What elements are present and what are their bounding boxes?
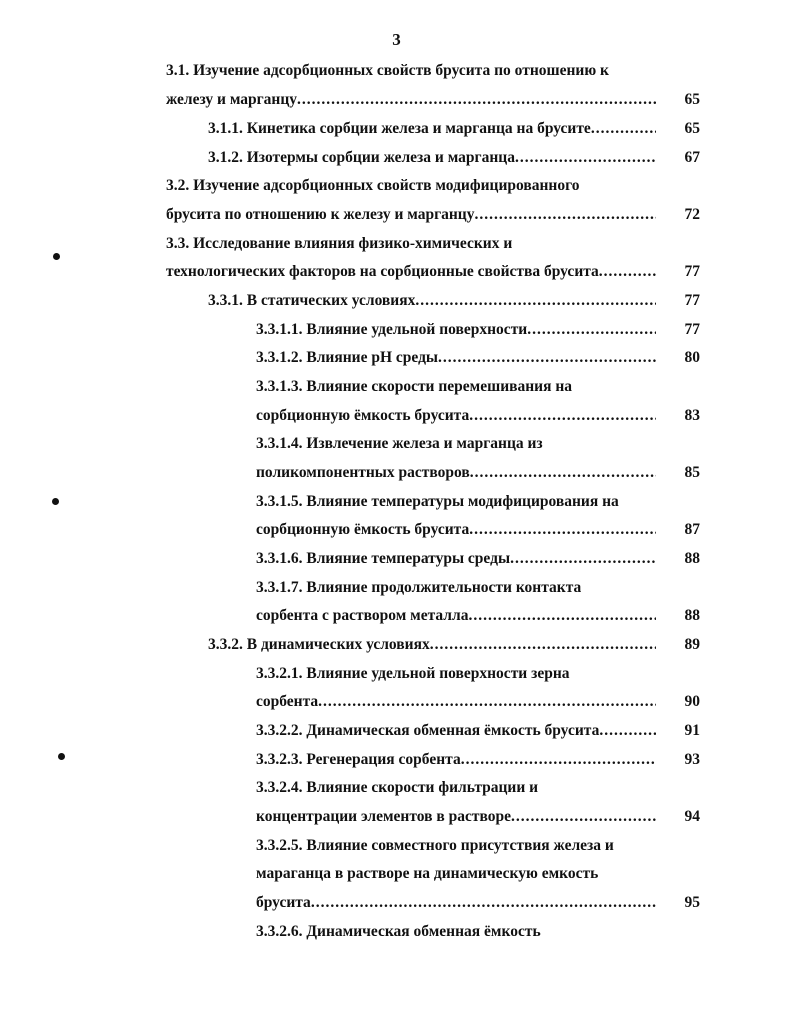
toc-page-number: 91 <box>684 722 700 739</box>
toc-entry-title: сорбционную ёмкость брусита <box>256 521 470 538</box>
toc-entry-3-3-1-2 <box>256 344 656 372</box>
toc-entry-title: брусита <box>256 894 311 911</box>
toc-entry-3-3-2-5-line1: 3.3.2.5. Влияние совместного присутствия железа и <box>256 837 614 854</box>
toc-entry-3-3-1-6 <box>256 545 656 573</box>
leader-dots <box>461 746 656 774</box>
toc-entry-title: 3.3.1.1. Влияние удельной поверхности <box>256 321 528 338</box>
toc-entry-title: 3.3.2. В динамических условиях <box>208 636 430 653</box>
toc-entry-title: 3.3.1.2. Влияние pH среды <box>256 349 439 366</box>
toc-entry-3-3-2 <box>208 631 656 659</box>
toc-entry-title: 3.3.2.3. Регенерация сорбента <box>256 751 461 768</box>
toc-page-number: 94 <box>684 808 700 825</box>
leader-dots <box>318 688 656 716</box>
toc-page-number: 83 <box>684 407 700 424</box>
toc-entry-3-3 <box>166 258 656 286</box>
leader-dots <box>515 144 656 172</box>
toc-entry-3-3-1-7 <box>256 602 656 630</box>
toc-entry-3-3-1-3 <box>256 402 656 430</box>
toc-entry-3-3-1-4 <box>256 459 656 487</box>
toc-entry-3-3-line1: 3.3. Исследование влияния физико-химических и <box>166 235 513 252</box>
punch-hole-mark <box>52 498 59 505</box>
toc-entry-title: 3.3.1. В статических условиях <box>208 292 416 309</box>
leader-dots <box>415 287 656 315</box>
toc-entry-3-1-1 <box>208 115 656 143</box>
page-number: 3 <box>392 30 401 49</box>
toc-entry-3-3-1-1 <box>256 316 656 344</box>
toc-entry-3-1 <box>166 86 656 114</box>
punch-hole-mark <box>53 253 60 260</box>
toc-entry-3-1-2 <box>208 144 656 172</box>
toc-page-number: 89 <box>684 636 700 653</box>
toc-page-number: 77 <box>684 263 700 280</box>
toc-entry-3-2 <box>166 201 656 229</box>
leader-dots <box>527 316 656 344</box>
toc-entry-3-2-line1: 3.2. Изучение адсорбционных свойств модифицированного <box>166 177 580 194</box>
leader-dots <box>311 889 656 917</box>
toc-entry-3-3-2-3 <box>256 746 656 774</box>
toc-entry-3-3-2-4 <box>256 803 656 831</box>
leader-dots <box>599 717 656 745</box>
leader-dots <box>511 803 656 831</box>
toc-entry-3-3-1-5 <box>256 516 656 544</box>
punch-hole-mark <box>58 753 65 760</box>
leader-dots <box>474 201 656 229</box>
toc-entry-3-3-1 <box>208 287 656 315</box>
toc-entry-3-3-2-1-line1: 3.3.2.1. Влияние удельной поверхности зерна <box>256 665 570 682</box>
toc-entry-3-3-2-4-line1: 3.3.2.4. Влияние скорости фильтрации и <box>256 779 539 796</box>
toc-page-number: 95 <box>684 894 700 911</box>
toc-page-number: 93 <box>684 751 700 768</box>
toc-page-number: 77 <box>684 321 700 338</box>
toc-entry-3-3-2-6-line1: 3.3.2.6. Динамическая обменная ёмкость <box>256 923 541 940</box>
toc-entry-title: 3.3.1.6. Влияние температуры среды <box>256 550 511 567</box>
toc-page-number: 77 <box>684 292 700 309</box>
leader-dots <box>469 516 656 544</box>
toc-entry-title: концентрации элементов в растворе <box>256 808 511 825</box>
toc-entry-3-1-line1: 3.1. Изучение адсорбционных свойств брусита по отношению к <box>166 62 609 79</box>
toc-entry-title: сорбционную ёмкость брусита <box>256 407 470 424</box>
toc-entry-3-3-1-5-line1: 3.3.1.5. Влияние температуры модифицирования на <box>256 493 619 510</box>
toc-entry-3-3-2-2 <box>256 717 656 745</box>
toc-page-number: 65 <box>684 91 700 108</box>
leader-dots <box>470 459 656 487</box>
toc-entry-3-3-2-5 <box>256 889 656 917</box>
toc-page-number: 67 <box>684 149 700 166</box>
toc-page-number: 72 <box>684 206 700 223</box>
leader-dots <box>599 258 656 286</box>
leader-dots <box>469 402 656 430</box>
toc-page-number: 65 <box>684 120 700 137</box>
toc-entry-title: железу и марганцу <box>166 91 298 108</box>
leader-dots <box>468 602 656 630</box>
toc-entry-title: поликомпонентных растворов <box>256 464 470 481</box>
toc-page-number: 88 <box>684 607 700 624</box>
leader-dots <box>510 545 656 573</box>
leader-dots <box>297 86 656 114</box>
toc-entry-title: технологических факторов на сорбционные свойства брусита <box>166 263 599 280</box>
toc-page-number: 87 <box>684 521 700 538</box>
toc-page-number: 80 <box>684 349 700 366</box>
toc-entry-title: брусита по отношению к железу и марганцу <box>166 206 475 223</box>
toc-page-number: 85 <box>684 464 700 481</box>
leader-dots <box>591 115 656 143</box>
toc-entry-title: 3.1.2. Изотермы сорбции железа и марганца <box>208 149 515 166</box>
toc-entry-3-3-1-3-line1: 3.3.1.3. Влияние скорости перемешивания на <box>256 378 573 395</box>
toc-page-number: 88 <box>684 550 700 567</box>
toc-entry-3-3-2-5-line2: мараганца в растворе на динамическую емкость <box>256 865 599 882</box>
toc-page-number: 90 <box>684 693 700 710</box>
toc-entry-title: сорбента с раствором металла <box>256 607 469 624</box>
toc-entry-title: 3.1.1. Кинетика сорбции железа и марганца на брусите <box>208 120 591 137</box>
toc-entry-3-3-2-1 <box>256 688 656 716</box>
leader-dots <box>438 344 656 372</box>
toc-entry-title: 3.3.2.2. Динамическая обменная ёмкость брусита <box>256 722 600 739</box>
leader-dots <box>430 631 656 659</box>
toc-entry-3-3-1-4-line1: 3.3.1.4. Извлечение железа и марганца из <box>256 435 543 452</box>
toc-entry-3-3-1-7-line1: 3.3.1.7. Влияние продолжительности контакта <box>256 579 582 596</box>
toc-entry-title: сорбента <box>256 693 319 710</box>
